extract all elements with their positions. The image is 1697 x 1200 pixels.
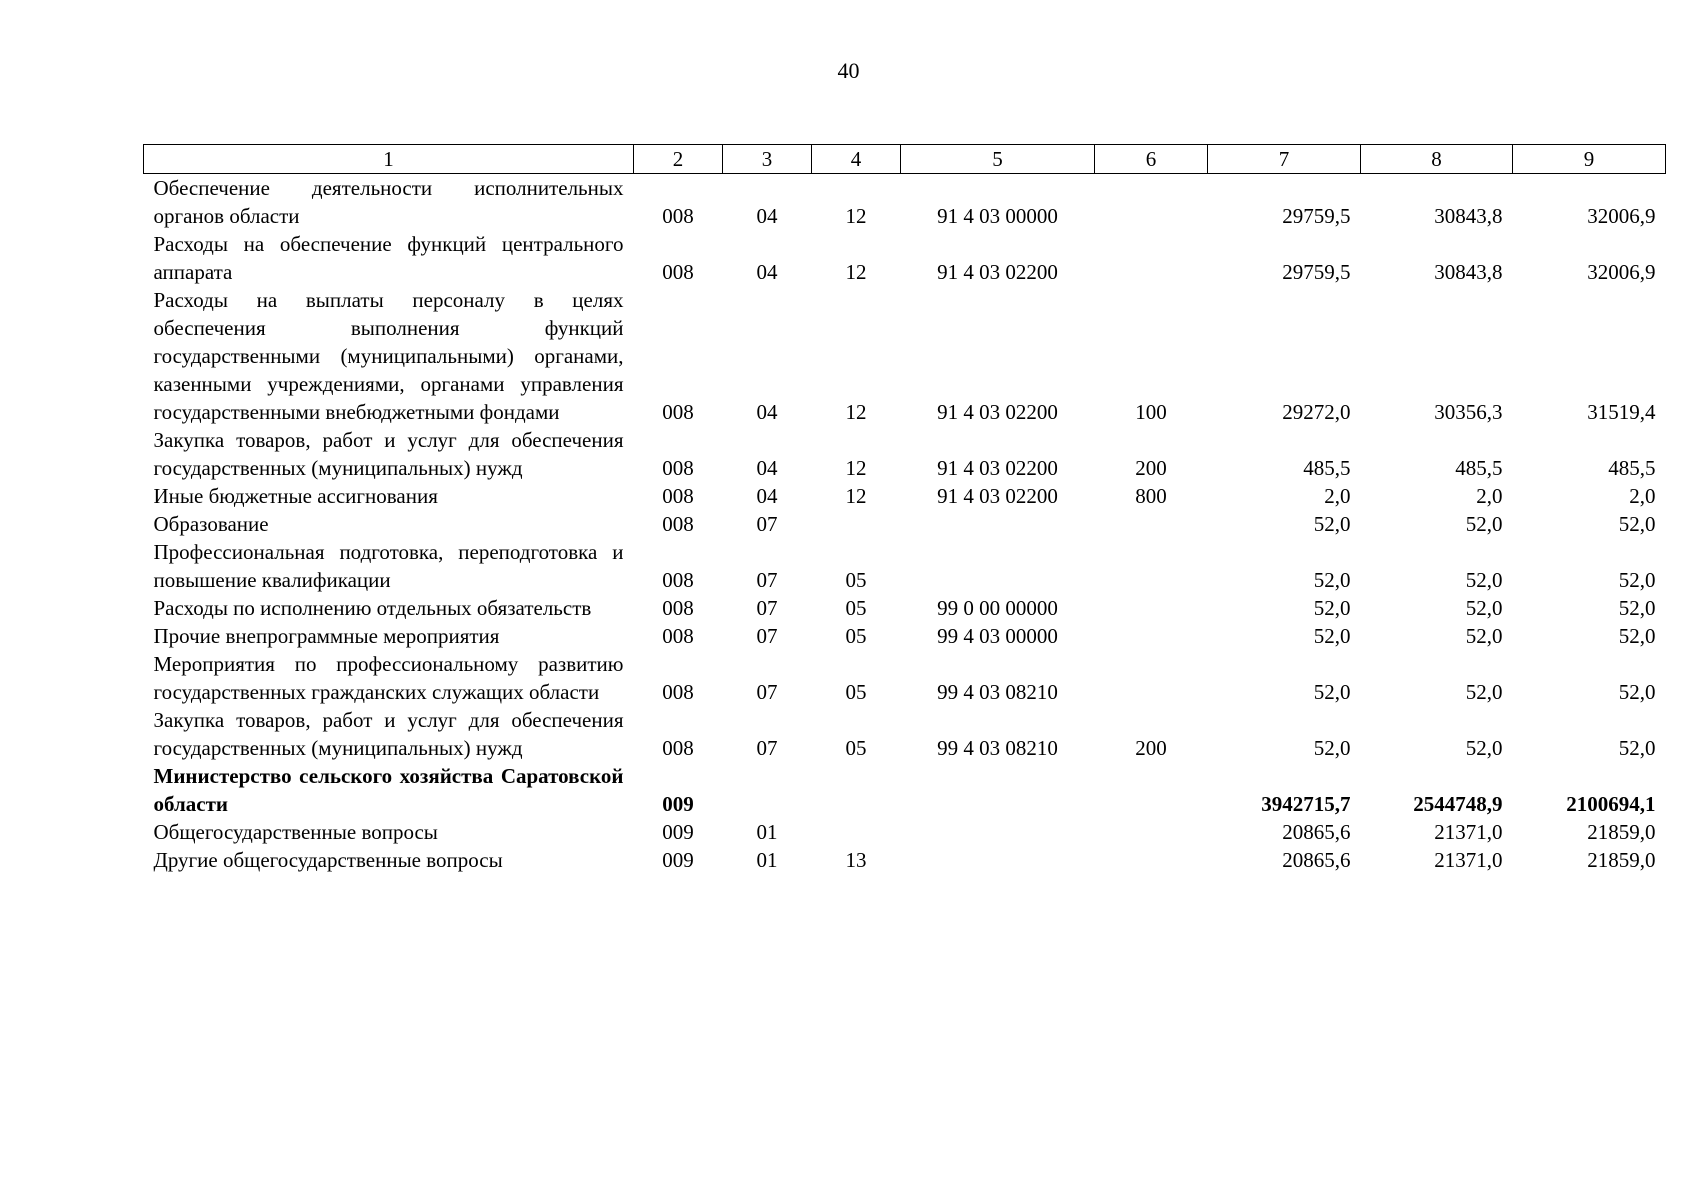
table-row — [144, 762, 1666, 818]
row-name: Министерство сельского хозяйства Саратовской области — [153, 764, 624, 816]
section-code: 04 — [756, 400, 778, 424]
amount-col-7: 52,0 — [1313, 624, 1351, 648]
amount-col-9: 31519,4 — [1587, 400, 1656, 424]
table-row — [144, 286, 1666, 426]
amount-col-9: 485,5 — [1608, 456, 1656, 480]
subsection-code — [812, 818, 901, 846]
amount-col-7: 52,0 — [1313, 596, 1351, 620]
admin-code: 008 — [662, 204, 694, 228]
amount-col-9: 21859,0 — [1587, 848, 1656, 872]
expense-type-code — [1095, 510, 1208, 538]
section-code: 07 — [756, 680, 778, 704]
expense-type-code — [1095, 594, 1208, 622]
header-cell: 5 — [901, 145, 1095, 174]
amount-col-8: 52,0 — [1465, 624, 1503, 648]
admin-code: 008 — [662, 400, 694, 424]
amount-col-9: 21859,0 — [1587, 820, 1656, 844]
expense-type-code: 200 — [1135, 736, 1167, 760]
subsection-code: 12 — [845, 400, 867, 424]
row-name: Закупка товаров, работ и услуг для обеспечения государственных (муниципальных) нужд — [153, 428, 624, 480]
target-article-code: 91 4 03 02200 — [937, 484, 1058, 508]
amount-col-9: 32006,9 — [1587, 204, 1656, 228]
amount-col-8: 52,0 — [1465, 680, 1503, 704]
table-row — [144, 230, 1666, 286]
section-code: 07 — [756, 624, 778, 648]
row-name: Обеспечение деятельности исполнительных органов области — [153, 176, 624, 228]
header-cell: 8 — [1361, 145, 1513, 174]
admin-code: 008 — [662, 260, 694, 284]
expense-type-code: 100 — [1135, 400, 1167, 424]
target-article-code — [901, 846, 1095, 874]
admin-code: 009 — [662, 848, 694, 872]
row-name: Другие общегосударственные вопросы — [153, 848, 503, 872]
target-article-code — [901, 538, 1095, 594]
row-name: Иные бюджетные ассигнования — [153, 484, 438, 508]
subsection-code: 12 — [845, 204, 867, 228]
row-name: Общегосударственные вопросы — [153, 820, 438, 844]
table-row — [144, 706, 1666, 762]
amount-col-8: 52,0 — [1465, 736, 1503, 760]
section-code: 07 — [756, 596, 778, 620]
subsection-code: 05 — [845, 624, 867, 648]
amount-col-9: 32006,9 — [1587, 260, 1656, 284]
amount-col-7: 52,0 — [1313, 680, 1351, 704]
expense-type-code — [1095, 650, 1208, 706]
admin-code: 008 — [662, 624, 694, 648]
amount-col-7: 485,5 — [1303, 456, 1351, 480]
admin-code: 008 — [662, 568, 694, 592]
amount-col-7: 29759,5 — [1282, 260, 1351, 284]
subsection-code: 05 — [845, 680, 867, 704]
row-name: Расходы на обеспечение функций центрального аппарата — [153, 232, 624, 284]
amount-col-9: 52,0 — [1618, 512, 1656, 536]
table-row — [144, 594, 1666, 622]
section-code: 07 — [756, 512, 778, 536]
amount-col-9: 52,0 — [1618, 680, 1656, 704]
expense-type-code — [1095, 174, 1208, 231]
target-article-code: 91 4 03 02200 — [937, 260, 1058, 284]
admin-code: 008 — [662, 456, 694, 480]
amount-col-7: 29272,0 — [1282, 400, 1351, 424]
target-article-code: 91 4 03 02200 — [937, 400, 1058, 424]
amount-col-7: 52,0 — [1313, 736, 1351, 760]
amount-col-9: 52,0 — [1618, 596, 1656, 620]
section-code: 01 — [756, 848, 778, 872]
row-name: Образование — [153, 512, 269, 536]
amount-col-7: 52,0 — [1313, 512, 1351, 536]
target-article-code: 99 4 03 08210 — [937, 736, 1058, 760]
amount-col-7: 20865,6 — [1282, 820, 1351, 844]
section-code: 04 — [756, 456, 778, 480]
section-code: 01 — [756, 820, 778, 844]
table-row — [144, 818, 1666, 846]
table-row — [144, 846, 1666, 874]
admin-code: 008 — [662, 484, 694, 508]
expense-type-code — [1095, 762, 1208, 818]
amount-col-8: 30356,3 — [1434, 400, 1503, 424]
table-row — [144, 650, 1666, 706]
amount-col-9: 52,0 — [1618, 568, 1656, 592]
amount-col-8: 30843,8 — [1434, 204, 1503, 228]
amount-col-9: 2100694,1 — [1566, 792, 1656, 816]
table-row — [144, 482, 1666, 510]
subsection-code: 05 — [845, 736, 867, 760]
row-name: Закупка товаров, работ и услуг для обеспечения государственных (муниципальных) нужд — [153, 708, 624, 760]
amount-col-7: 29759,5 — [1282, 204, 1351, 228]
subsection-code: 05 — [845, 596, 867, 620]
section-code: 07 — [756, 568, 778, 592]
header-cell: 1 — [144, 145, 634, 174]
header-cell: 9 — [1513, 145, 1666, 174]
amount-col-9: 2,0 — [1629, 484, 1656, 508]
target-article-code — [901, 818, 1095, 846]
subsection-code: 05 — [845, 568, 867, 592]
amount-col-7: 52,0 — [1313, 568, 1351, 592]
section-code — [723, 762, 812, 818]
admin-code: 008 — [662, 736, 694, 760]
section-code: 04 — [756, 484, 778, 508]
target-article-code: 91 4 03 00000 — [937, 204, 1058, 228]
header-cell: 6 — [1095, 145, 1208, 174]
target-article-code: 99 0 00 00000 — [937, 596, 1058, 620]
amount-col-8: 485,5 — [1455, 456, 1503, 480]
admin-code: 008 — [662, 680, 694, 704]
amount-col-8: 21371,0 — [1434, 848, 1503, 872]
table-row — [144, 174, 1666, 231]
amount-col-8: 2,0 — [1476, 484, 1503, 508]
row-name: Прочие внепрограммные мероприятия — [153, 624, 500, 648]
header-cell: 4 — [812, 145, 901, 174]
admin-code: 008 — [662, 596, 694, 620]
section-code: 04 — [756, 204, 778, 228]
amount-col-8: 21371,0 — [1434, 820, 1503, 844]
amount-col-7: 20865,6 — [1282, 848, 1351, 872]
table-row — [144, 622, 1666, 650]
amount-col-8: 52,0 — [1465, 596, 1503, 620]
subsection-code — [812, 762, 901, 818]
budget-table — [143, 144, 1666, 874]
target-article-code — [901, 510, 1095, 538]
column-number-row — [144, 145, 1666, 174]
expense-type-code — [1095, 622, 1208, 650]
subsection-code: 13 — [845, 848, 867, 872]
expense-type-code: 200 — [1135, 456, 1167, 480]
row-name: Расходы по исполнению отдельных обязательств — [153, 596, 592, 620]
table-row — [144, 426, 1666, 482]
amount-col-7: 3942715,7 — [1261, 792, 1351, 816]
table-row — [144, 538, 1666, 594]
header-cell: 2 — [634, 145, 723, 174]
header-cell: 7 — [1208, 145, 1361, 174]
expense-type-code — [1095, 230, 1208, 286]
row-name: Профессиональная подготовка, переподготовка и повышение квалификации — [153, 540, 624, 592]
amount-col-8: 52,0 — [1465, 512, 1503, 536]
row-name: Мероприятия по профессиональному развитию государственных гражданских служащих области — [153, 652, 624, 704]
amount-col-8: 30843,8 — [1434, 260, 1503, 284]
target-article-code: 91 4 03 02200 — [937, 456, 1058, 480]
admin-code: 008 — [662, 512, 694, 536]
section-code: 07 — [756, 736, 778, 760]
subsection-code: 12 — [845, 484, 867, 508]
target-article-code: 99 4 03 08210 — [937, 680, 1058, 704]
expense-type-code — [1095, 846, 1208, 874]
subsection-code: 12 — [845, 260, 867, 284]
amount-col-8: 52,0 — [1465, 568, 1503, 592]
subsection-code: 12 — [845, 456, 867, 480]
target-article-code: 99 4 03 00000 — [937, 624, 1058, 648]
amount-col-8: 2544748,9 — [1413, 792, 1503, 816]
table-row — [144, 510, 1666, 538]
target-article-code — [901, 762, 1095, 818]
admin-code: 009 — [662, 792, 694, 816]
amount-col-9: 52,0 — [1618, 624, 1656, 648]
amount-col-9: 52,0 — [1618, 736, 1656, 760]
subsection-code — [812, 510, 901, 538]
amount-col-7: 2,0 — [1324, 484, 1351, 508]
admin-code: 009 — [662, 820, 694, 844]
header-cell: 3 — [723, 145, 812, 174]
expense-type-code: 800 — [1135, 484, 1167, 508]
section-code: 04 — [756, 260, 778, 284]
expense-type-code — [1095, 818, 1208, 846]
row-name: Расходы на выплаты персоналу в целях обеспечения выполнения функций государственными (муниципальными) органами, казенными учреждениями, органами управления государственными внебюджетными фондами — [153, 288, 624, 424]
expense-type-code — [1095, 538, 1208, 594]
page-number: 40 — [837, 58, 860, 83]
